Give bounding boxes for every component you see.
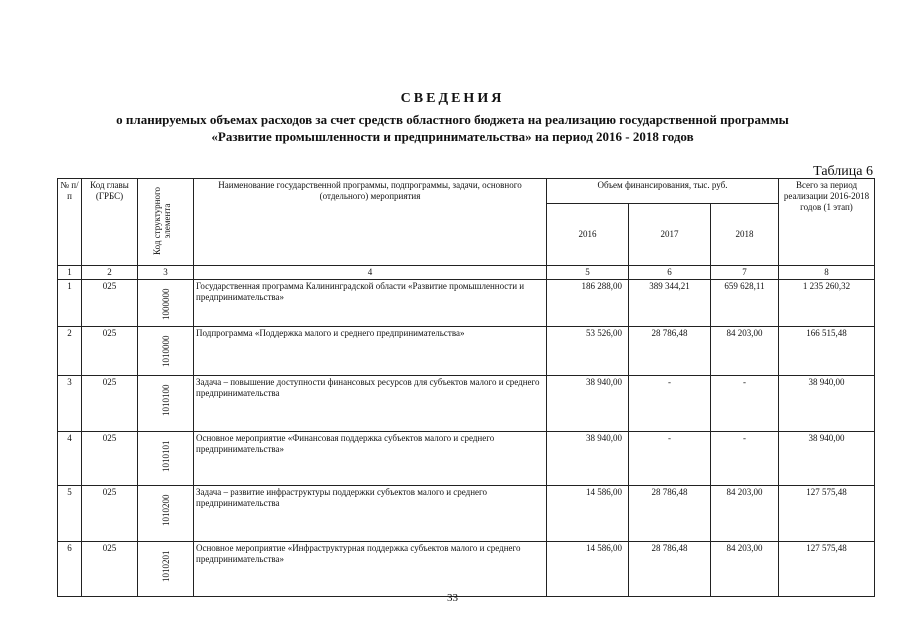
row-2016: 14 586,00 <box>547 486 629 542</box>
document-subtitle-line1: о планируемых объемах расходов за счет средств областного бюджета на реализацию государственной программы <box>116 112 789 127</box>
row-code <box>138 327 194 376</box>
row-name: Основное мероприятие «Финансовая поддержка субъектов малого и среднего предпринимательства» <box>194 432 547 486</box>
document-title: СВЕДЕНИЯ <box>400 91 505 106</box>
col-num-6: 6 <box>629 266 711 280</box>
row-total: 1 235 260,32 <box>779 280 875 327</box>
table-label: Таблица 6 <box>813 164 873 179</box>
row-2017: 389 344,21 <box>629 280 711 327</box>
row-total: 38 940,00 <box>779 432 875 486</box>
structure-code: 1010100 <box>160 384 171 416</box>
row-code <box>138 486 194 542</box>
row-2016: 53 526,00 <box>547 327 629 376</box>
row-code <box>138 432 194 486</box>
header-grbs: Код главы (ГРБС) <box>82 179 138 266</box>
row-2017: - <box>629 432 711 486</box>
structure-code: 1010200 <box>160 494 171 526</box>
table-row <box>58 432 875 486</box>
header-2018: 2018 <box>711 204 779 266</box>
row-code <box>138 542 194 597</box>
header-name: Наименование государственной программы, подпрограммы, задачи, основного (отдельного) мероприятия <box>194 179 547 266</box>
row-num: 4 <box>58 432 82 486</box>
page-number: 33 <box>447 592 458 604</box>
row-2016: 38 940,00 <box>547 376 629 432</box>
finance-table <box>57 178 875 597</box>
row-2018: 84 203,00 <box>711 486 779 542</box>
row-name: Основное мероприятие «Инфраструктурная поддержка субъектов малого и среднего предпринимательства» <box>194 542 547 597</box>
col-num-4: 4 <box>194 266 547 280</box>
col-num-5: 5 <box>547 266 629 280</box>
row-2018: 84 203,00 <box>711 542 779 597</box>
structure-code: 1010201 <box>160 550 171 582</box>
row-num: 6 <box>58 542 82 597</box>
col-num-3: 3 <box>138 266 194 280</box>
row-2016: 38 940,00 <box>547 432 629 486</box>
row-total: 166 515,48 <box>779 327 875 376</box>
table-row <box>58 327 875 376</box>
row-total: 127 575,48 <box>779 486 875 542</box>
row-num: 1 <box>58 280 82 327</box>
row-2016: 14 586,00 <box>547 542 629 597</box>
header-2016: 2016 <box>547 204 629 266</box>
structure-code: 1010101 <box>160 440 171 472</box>
column-number-row <box>58 266 875 280</box>
row-num: 2 <box>58 327 82 376</box>
document-subtitle-line2: «Развитие промышленности и предпринимательства» на период 2016 - 2018 годов <box>211 129 694 144</box>
row-name: Задача – развитие инфраструктуры поддержки субъектов малого и среднего предпринимательства <box>194 486 547 542</box>
structure-code: 1010000 <box>160 335 171 367</box>
row-total: 127 575,48 <box>779 542 875 597</box>
col-num-1: 1 <box>58 266 82 280</box>
row-name: Государственная программа Калининградской области «Развитие промышленности и предпринимательства» <box>194 280 547 327</box>
row-2017: 28 786,48 <box>629 327 711 376</box>
header-row <box>58 179 875 204</box>
row-total: 38 940,00 <box>779 376 875 432</box>
row-2017: 28 786,48 <box>629 486 711 542</box>
row-grbs: 025 <box>82 280 138 327</box>
row-2017: 28 786,48 <box>629 542 711 597</box>
header-num: № п/п <box>58 179 82 266</box>
header-total: Всего за период реализации 2016-2018 годов (1 этап) <box>779 179 875 266</box>
table-row <box>58 376 875 432</box>
row-grbs: 025 <box>82 327 138 376</box>
row-num: 5 <box>58 486 82 542</box>
row-2018: 84 203,00 <box>711 327 779 376</box>
row-grbs: 025 <box>82 542 138 597</box>
header-volume: Объем финансирования, тыс. руб. <box>547 179 779 204</box>
row-name: Задача – повышение доступности финансовых ресурсов для субъектов малого и среднего предпринимательства <box>194 376 547 432</box>
structure-code: 1000000 <box>160 288 171 320</box>
row-grbs: 025 <box>82 486 138 542</box>
col-num-2: 2 <box>82 266 138 280</box>
row-2016: 186 288,00 <box>547 280 629 327</box>
row-grbs: 025 <box>82 376 138 432</box>
row-2018: - <box>711 432 779 486</box>
table-row <box>58 542 875 597</box>
table-row <box>58 486 875 542</box>
col-num-7: 7 <box>711 266 779 280</box>
row-num: 3 <box>58 376 82 432</box>
col-num-8: 8 <box>779 266 875 280</box>
row-name: Подпрограмма «Поддержка малого и среднего предпринимательства» <box>194 327 547 376</box>
row-2018: - <box>711 376 779 432</box>
header-2017: 2017 <box>629 204 711 266</box>
row-2018: 659 628,11 <box>711 280 779 327</box>
row-code <box>138 376 194 432</box>
table-row <box>58 280 875 327</box>
header-code-struct: Код структурного элемента <box>138 179 194 266</box>
row-code <box>138 280 194 327</box>
row-2017: - <box>629 376 711 432</box>
row-grbs: 025 <box>82 432 138 486</box>
